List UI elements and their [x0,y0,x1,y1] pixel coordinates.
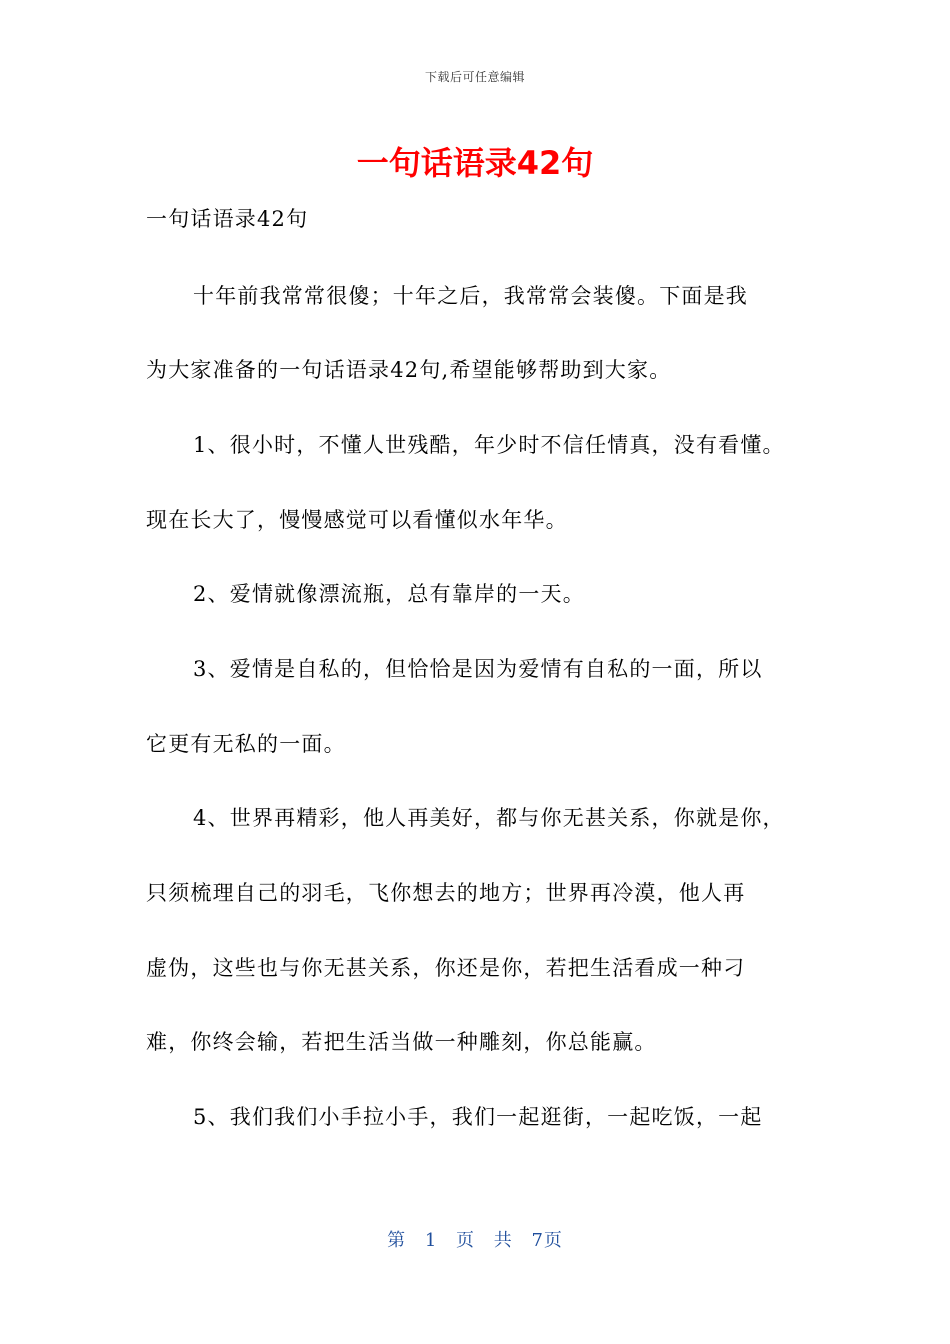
body-line: 4、世界再精彩，他人再美好，都与你无甚关系，你就是你， [193,806,785,830]
footer-prefix: 第 [387,1230,407,1251]
footer-total-label: 共 [493,1230,513,1251]
header-note: 下载后可任意编辑 [424,70,525,84]
body-line: 一句话语录42句 [146,207,309,231]
body-line: 5、我们我们小手拉小手，我们一起逛街，一起吃饭，一起 [193,1105,763,1129]
body-line: 难，你终会输，若把生活当做一种雕刻，你总能赢。 [146,1030,657,1054]
body-line: 2、爱情就像漂流瓶，总有靠岸的一天。 [193,582,585,606]
body-line: 1、很小时，不懂人世残酷，年少时不信任情真，没有看懂。 [193,433,785,457]
page-footer [0,1226,950,1252]
footer-total-pages: 7页 [531,1230,563,1251]
body-line: 十年前我常常很傻；十年之后，我常常会装傻。下面是我 [193,284,748,308]
body-line: 只须梳理自己的羽毛，飞你想去的地方；世界再冷漠，他人再 [146,881,746,905]
body-line: 为大家准备的一句话语录42句,希望能够帮助到大家。 [146,358,672,382]
body-line: 3、爱情是自私的，但恰恰是因为爱情有自私的一面，所以 [193,657,763,681]
footer-page-label: 页 [456,1230,475,1251]
body-line: 现在长大了，慢慢感觉可以看懂似水年华。 [146,508,568,532]
body-line: 虚伪，这些也与你无甚关系，你还是你，若把生活看成一种刁 [146,956,746,980]
footer-current-page: 1 [424,1230,438,1251]
document-title: 一句话语录42句 [356,144,594,182]
body-line: 它更有无私的一面。 [146,732,346,756]
